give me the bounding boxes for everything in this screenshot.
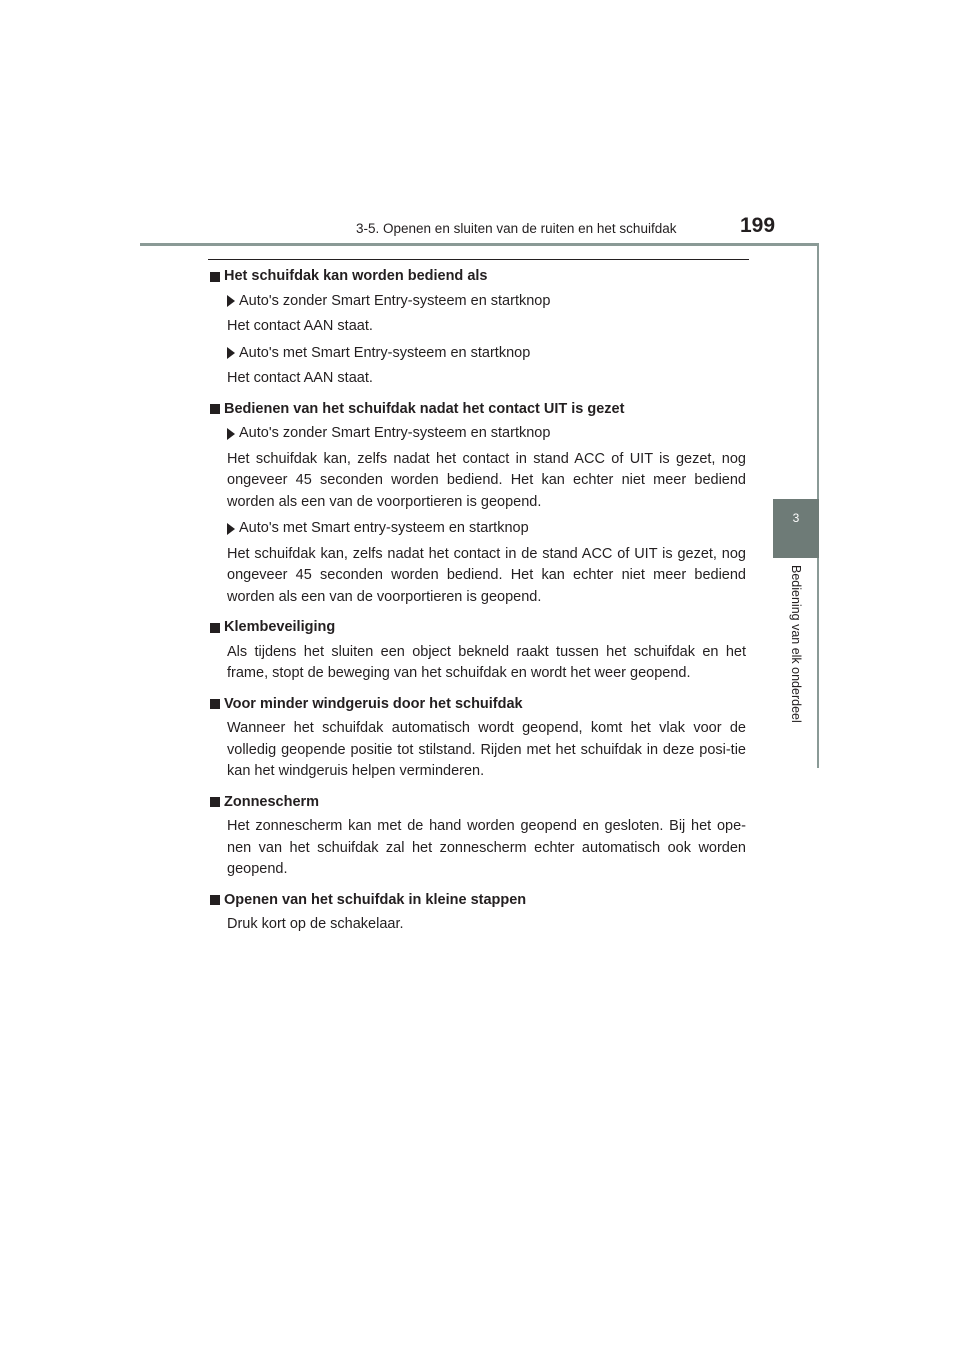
triangle-bullet-icon [227,523,235,535]
section-heading [210,792,746,814]
square-bullet-icon [210,895,220,905]
paragraph: Het schuifdak kan, zelfs nadat het contact in de stand ACC of UIT is gezet, nog ongeveer 45 seconden worden bediend. Het kan echter niet meer bediend worden als een van de voorportieren is geopend. [227,545,746,605]
chapter-label: Bediening van elk onderdeel [789,565,803,723]
section-heading [210,399,746,421]
paragraph: Het schuifdak kan, zelfs nadat het contact in stand ACC of UIT is gezet, nog ongeveer 45 seconden worden bediend. Het kan echter niet meer bediend worden als een van de voorportieren is geopend. [227,450,746,510]
sub-heading-text: Auto's zonder Smart Entry-systeem en startknop [239,425,551,441]
section-heading [210,617,746,639]
section-heading-text: Klembeveiliging [224,619,336,635]
paragraph: Het zonnescherm kan met de hand worden geopend en gesloten. Bij het ope-nen van het schuifdak zal het zonnescherm echter automatisch ook worden geopend. [227,818,746,877]
paragraph: Het contact AAN staat. [227,370,373,386]
triangle-bullet-icon [227,295,235,307]
section-heading-text: Openen van het schuifdak in kleine stappen [224,891,527,908]
paragraph: Wanneer het schuifdak automatisch wordt geopend, komt het vlak voor de volledig geopende positie tot stilstand. Rijden met het schuifdak in deze posi-tie kan het windgeruis helpen verminderen. [227,720,746,779]
paragraph: Als tijdens het sluiten een object bekneld raakt tussen het schuifdak en het frame, stopt de beweging van het schuifdak en wordt het weer geopend. [227,643,746,681]
square-bullet-icon [210,797,220,807]
header-rule [140,243,819,246]
paragraph: Het contact AAN staat. [227,318,373,334]
section-heading [210,694,746,716]
section-heading-text: Het schuifdak kan worden bediend als [224,268,488,284]
square-bullet-icon [210,404,220,414]
section [210,266,746,390]
section-heading-text: Bedienen van het schuifdak nadat het contact UIT is gezet [224,400,625,417]
page-content [210,266,746,945]
sub-heading [210,518,746,540]
paragraph: Druk kort op de schakelaar. [227,916,404,932]
sub-heading [210,343,746,365]
section-heading [210,266,746,288]
square-bullet-icon [210,623,220,633]
sub-heading [210,291,746,313]
sub-heading-text: Auto's met Smart entry-systeem en startknop [239,520,529,536]
square-bullet-icon [210,699,220,709]
chapter-tab: 3 [773,499,819,558]
section-heading-text: Voor minder windgeruis door het schuifdak [224,695,523,712]
section [210,792,746,881]
section [210,890,746,936]
section [210,617,746,685]
square-bullet-icon [210,272,220,282]
sub-heading-text: Auto's met Smart Entry-systeem en startknop [239,344,531,361]
section-rule [208,259,749,260]
sub-heading-text: Auto's zonder Smart Entry-systeem en startknop [239,292,551,309]
section-heading-text: Zonnescherm [224,793,320,810]
section-heading [210,890,746,912]
page-number: 199 [740,214,776,237]
section [210,399,746,609]
section [210,694,746,783]
sub-heading [210,423,746,445]
triangle-bullet-icon [227,428,235,440]
running-header-title: 3-5. Openen en sluiten van de ruiten en het schuifdak [356,221,677,236]
triangle-bullet-icon [227,347,235,359]
